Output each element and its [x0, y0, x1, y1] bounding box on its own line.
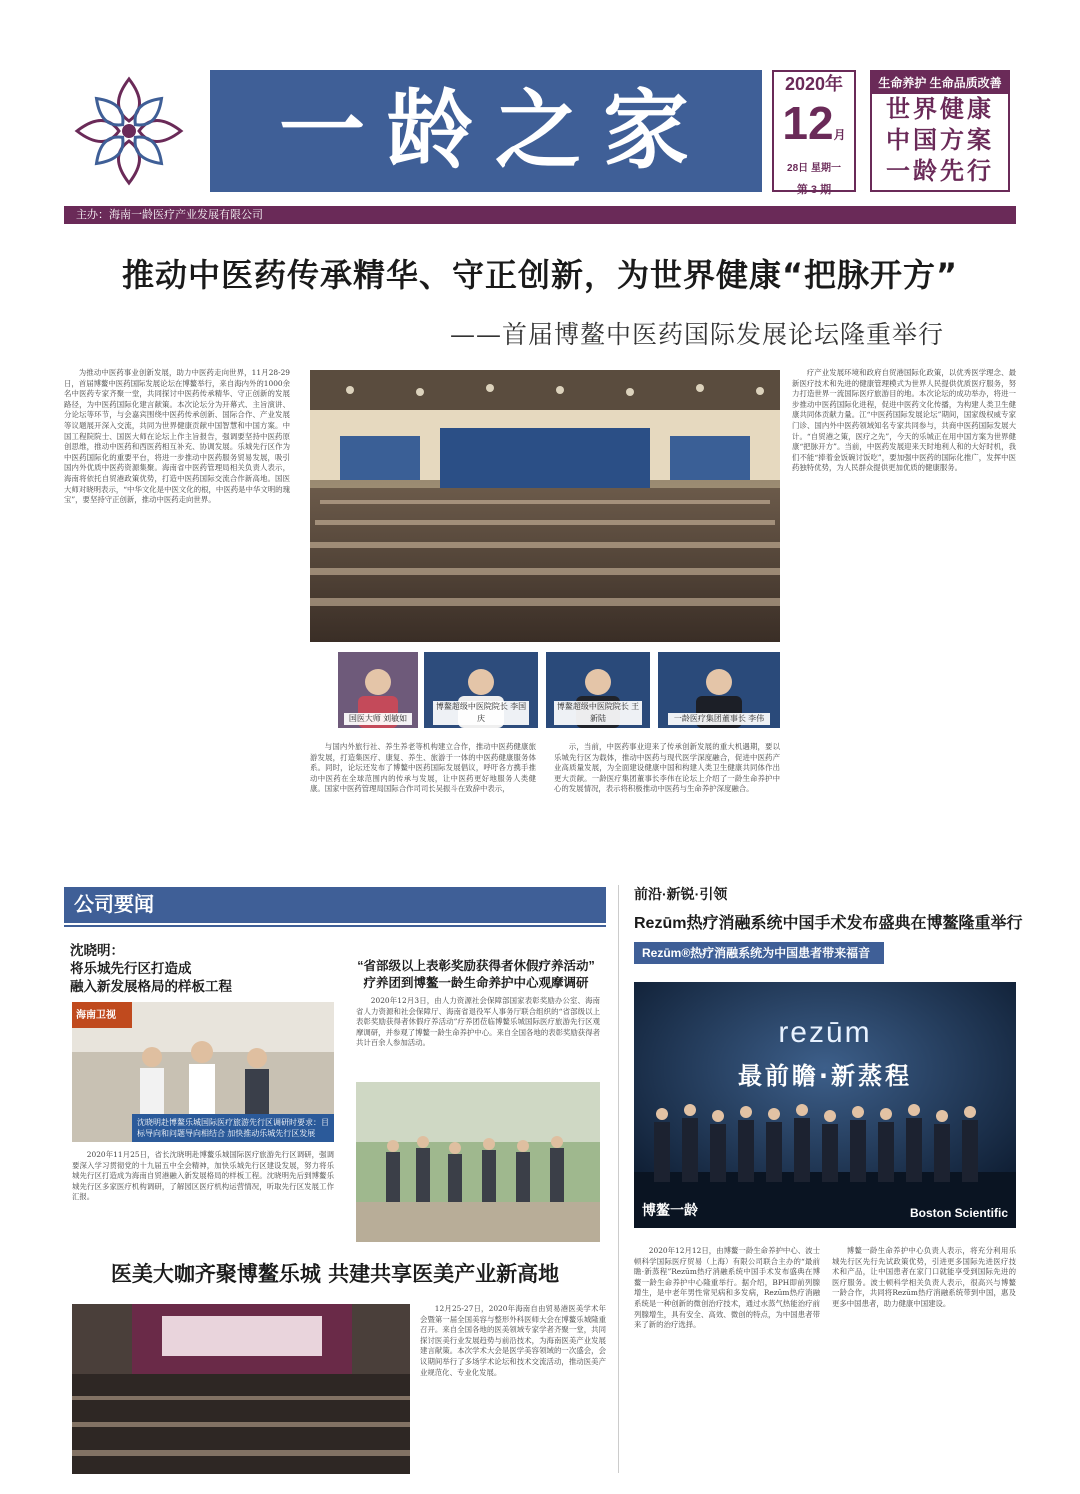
- story3-body: [420, 1304, 606, 1474]
- rezum-stage-text: rezūm: [778, 1016, 872, 1049]
- story2-body-text: 2020年12月3日，由人力资源社会保障部国家表彰奖励办公室、海南省人力资源和社会保障厅、海南省退役军人事务厅联合组织的“省部级以上表彰奖励获得者休假疗养活动”疗养团莅临博鳌乐城国际医疗旅游先行区观摩调研，并参观了博鳌一龄生命养护中心。来自全国各地的表彰奖励获得者共计百余人参加活动。: [356, 996, 600, 1048]
- rezum-headline: Rezūm热疗消融系统中国手术发布盛典在博鳌隆重举行: [634, 915, 1023, 932]
- story1-head-line-1: 沈晓明：: [70, 943, 124, 958]
- rezum-column-1-text: 2020年12月12日，由博鳌一龄生命养护中心、波士顿科学国际医疗贸易（上海）有限公司联合主办的“最前瞻·新蒸程”Rezūm热疗消融系统中国手术发布盛典在博鳌一龄生命养护中心隆重举行。据介绍，BPH即前列腺增生，是中老年男性常见病和多发病，Rezūm热疗消融系统是一种创新的微创治疗技术，通过水蒸气热能治疗前列腺增生，具有安全、高效、微创的特点，为中国患者带来了新的治疗选择。: [634, 1246, 820, 1330]
- slogan-line-1: 世界健康: [886, 96, 994, 123]
- date-month: [774, 96, 854, 162]
- issue-number: 第 3 期: [796, 184, 832, 196]
- story3-headline: 医美大咖齐聚博鳌乐城 共建共享医美产业新高地: [110, 1262, 560, 1286]
- section-rule: [64, 925, 606, 927]
- rezum-stage-slogan: 最前瞻·新蒸程: [737, 1062, 913, 1090]
- newspaper-title: 一龄之家: [279, 80, 711, 181]
- channel-logo: 海南卫视: [76, 1010, 116, 1021]
- month-number: 12: [782, 97, 834, 149]
- lead-column-1-text: 为推动中医药事业创新发展，助力中医药走向世界，11月28-29日，首届博鳌中医药国际发展论坛在博鳌举行，来自海内外的1000余名中医药专家齐聚一堂，共同探讨中医药传承精华、守正创新的发展路径，为中医药国际化建言献策。本次论坛分为开幕式、主旨演讲、分论坛等环节，与会嘉宾围绕中医药传承创新、国际合作、产业发展等议题展开深入交流，共同为世界健康贡献中国智慧和中国方案。中国工程院院士、国医大师在论坛上作主旨报告，强调要坚持中医药原创思维，推动中医药和西医药相互补充、协调发展。乐城先行区作为中医药国际化的重要平台，将进一步推动中医药服务贸易发展，吸引国内外优质中医药资源集聚。海南省中医药管理局相关负责人表示，海南将依托自贸港政策优势，打造中医药国际交流合作新高地。国医大师对晓明表示，“中华文化是中医文化的根，中医药是中华文明的瑰宝”，要坚持守正创新，推动中医药走向世界。: [64, 368, 290, 505]
- speaker-photo-2: [424, 652, 538, 728]
- brand-boao-yiling: 博鳌一龄: [642, 1202, 698, 1218]
- sponsor-bar: 主办：海南一龄医疗产业发展有限公司: [64, 206, 1016, 224]
- lead-column-4: [792, 368, 1016, 868]
- story1-headline: [70, 942, 340, 996]
- speaker-photo-1: [338, 652, 418, 728]
- conference-photo: [310, 370, 780, 642]
- lead-column-2: [310, 742, 536, 868]
- speaker-photo-4: [658, 652, 780, 728]
- story3-photo: [72, 1304, 410, 1474]
- speaker-1-caption: 国医大师 刘敏如: [344, 713, 411, 725]
- rezum-column-2-text: 博鳌一龄生命养护中心负责人表示，将充分利用乐城先行区先行先试政策优势，引进更多国际先进医疗技术和产品，让中国患者在家门口就能享受到国际先进的医疗服务。波士顿科学相关负责人表示，很高兴与博鳌一龄合作，共同将Rezūm热疗消融系统带到中国，惠及更多中国患者，助力健康中国建设。: [832, 1246, 1016, 1308]
- rezum-column-1: [634, 1246, 820, 1474]
- frontline-label: 前沿·新锐·引领: [634, 886, 728, 902]
- brand-boston-scientific: Boston Scientific: [909, 1206, 1008, 1220]
- story1-photo-caption: 沈晓明赴博鳌乐城国际医疗旅游先行区调研时要求：目标导向和问题导向相结合 加快推动乐城先行区发展: [132, 1114, 334, 1142]
- speaker-4-caption: 一龄医疗集团董事长 李伟: [668, 713, 771, 725]
- story1-photo: [72, 1002, 334, 1142]
- conference-hall-image: [310, 370, 780, 642]
- section-company-news: 公司要闻: [64, 887, 606, 923]
- lead-column-4-text: 疗产业发展环境和政府自贸港国际化政策，以优秀医学理念、最新医疗技术和先进的健康管理模式为世界人民提供优质医疗服务，努力打造世界一流国际医疗旅游目的地。本次论坛的成功举办，将进一步推动中医药国际化进程，促进中医药文化传播，为构建人类卫生健康共同体贡献力量。江“中医药国际发展论坛”期间，国家级权威专家门诊、国内外中医药领域知名专家共同参与，共商中医药国际发展大计。“自贸港之策，医疗之先”，今天的乐城正在用中国方案为世界健康“把脉开方”。当前，中医药发展迎来天时地利人和的大好时机，我们不能“捧着金饭碗讨饭吃”，要加强中医药的国际化推广，发挥中医药独特优势，为人民群众提供更加优质的健康服务。: [792, 368, 1016, 473]
- lotus-logo-icon: [70, 72, 188, 190]
- story1-head-line-2: 将乐城先行区打造成: [70, 961, 192, 976]
- slogan-box: [870, 70, 1010, 192]
- story1-body-text: 2020年11月25日，省长沈晓明赴博鳌乐城国际医疗旅游先行区调研，强调要深入学习贯彻党的十九届五中全会精神，加快乐城先行区建设发展，努力将乐城先行区打造成为海南自贸港融入新发展格局的样板工程。沈晓明先后到博鳌乐城先行区多家医疗机构调研，了解园区医疗机构运营情况，听取先行区发展工作汇报。: [72, 1150, 334, 1202]
- story3-body-text: 12月25-27日，2020年海南自由贸易港医美学术年会暨第一届全国美容与整形外科医师大会在博鳌乐城隆重召开。来自全国各地的医美领域专家学者齐聚一堂，共同探讨医美行业发展趋势与前沿技术，为海南医美产业发展建言献策。本次学术大会是医学美容领域的一次盛会，会议期间举行了多场学术论坛和技术交流活动，推动医美产业规范化、专业化发展。: [420, 1304, 606, 1377]
- lead-column-2-text: 与国内外旅行社、养生养老等机构建立合作，推动中医药健康旅游发展，打造集医疗、康复、养生、旅游于一体的中医药健康服务体系。同时，论坛还发布了博鳌中医药国际发展倡议，呼吁各方携手推动中医药在全球范围内的传承与发展，让中医药更好地服务人类健康。国家中医药管理局国际合作司司长吴振斗在致辞中表示，: [310, 742, 536, 794]
- story2-headline: [346, 958, 606, 992]
- lead-subhead: ——首届博鳌中医药国际发展论坛隆重举行: [449, 320, 944, 349]
- masthead-banner: [210, 70, 762, 192]
- lead-headline: 推动中医药传承精华、守正创新，为世界健康“把脉开方”: [121, 256, 959, 294]
- story1-body: [72, 1150, 334, 1246]
- story2-photo: [356, 1082, 600, 1242]
- rezum-subtitle-bar: Rezūm®热疗消融系统为中国患者带来福音: [634, 942, 884, 964]
- slogan-top: 生命养护 生命品质改善: [872, 72, 1008, 94]
- column-divider: [618, 885, 619, 1473]
- speaker-3-caption: 博鳌超级中医院院长 王新陆: [554, 701, 641, 725]
- lead-column-3: [554, 742, 780, 868]
- slogan-line-3: 一龄先行: [886, 158, 994, 185]
- lead-column-1: [64, 368, 290, 868]
- story1-head-line-3: 融入新发展格局的样板工程: [70, 979, 232, 994]
- date-box: [772, 70, 856, 196]
- month-unit: 月: [833, 128, 846, 142]
- story2-image: [356, 1082, 600, 1242]
- story2-head-line-1: “省部级以上表彰奖励获得者休假疗养活动”: [357, 959, 595, 973]
- date-year: 2020年: [774, 72, 854, 96]
- story2-body: [356, 996, 600, 1076]
- lead-column-3-text: 示，当前，中医药事业迎来了传承创新发展的重大机遇期，要以乐城先行区为载体，推动中医药与现代医学深度融合，促进中医药产业高质量发展，为全面建设健康中国和构建人类卫生健康共同体作出更大贡献。一龄医疗集团董事长李伟在论坛上介绍了一龄生命养护中心的发展情况，表示将积极推动中医药与生命养护深度融合。: [554, 742, 780, 794]
- slogan-line-2: 中国方案: [886, 127, 994, 154]
- rezum-column-2: [832, 1246, 1016, 1474]
- date-day: 28日 星期一: [787, 163, 841, 174]
- story2-head-line-2: 疗养团到博鳌一龄生命养护中心观摩调研: [363, 976, 589, 990]
- speaker-photo-3: [546, 652, 650, 728]
- rezum-event-photo: [634, 982, 1016, 1228]
- speaker-2-caption: 博鳌超级中医院院长 李国庆: [433, 701, 529, 725]
- logo-emblem: [70, 72, 188, 190]
- story3-image: [72, 1304, 410, 1474]
